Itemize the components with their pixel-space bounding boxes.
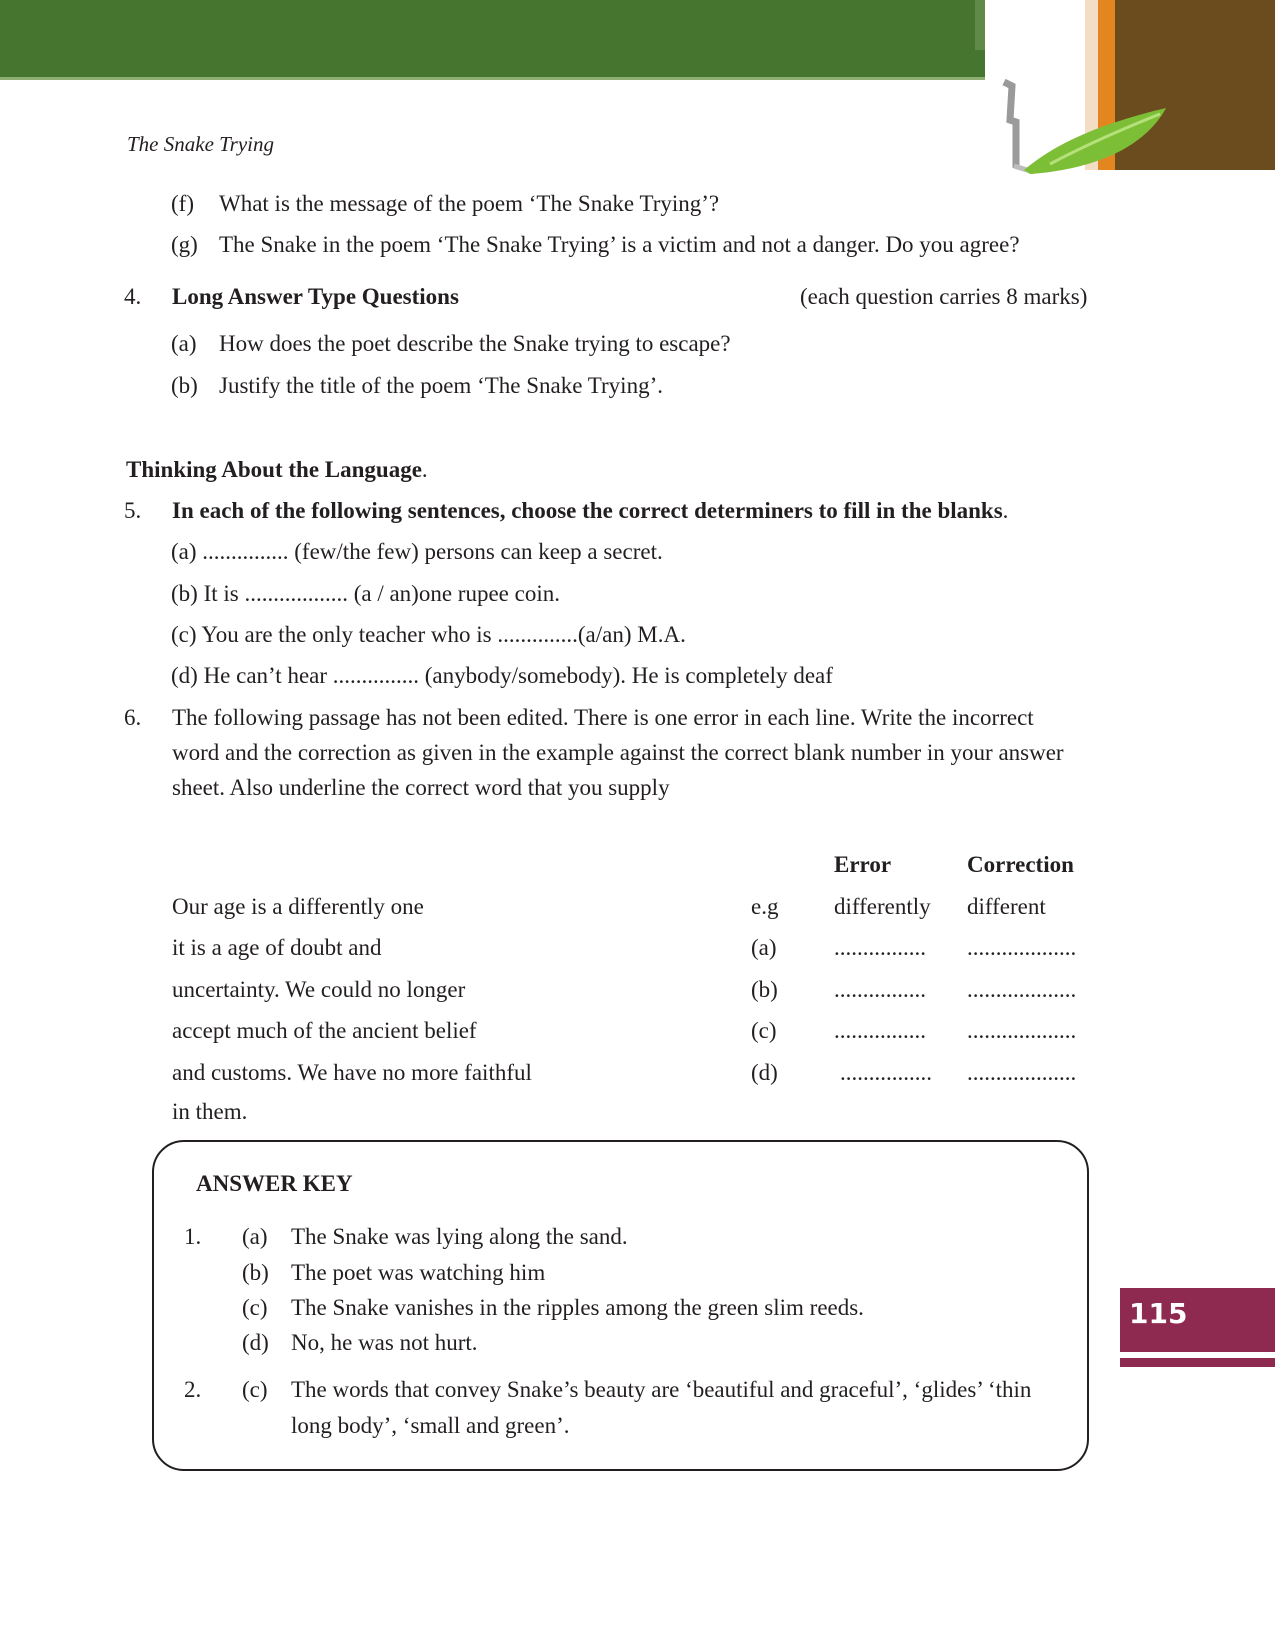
answer-text: The Snake was lying along the sand.	[291, 1224, 628, 1249]
answer-text: The Snake vanishes in the ripples among the green slim reeds.	[291, 1295, 864, 1320]
page-number-underline	[1120, 1358, 1275, 1367]
correction-cell: different	[967, 894, 1046, 919]
q5-item: (a) ............... (few/the few) persons can keep a secret.	[171, 539, 663, 564]
q5-title	[172, 497, 1008, 526]
q3-item-text: What is the message of the poem ‘The Snake Trying’?	[219, 191, 720, 216]
answer-number: 1.	[184, 1224, 202, 1249]
q6-instruction-line: sheet. Also underline the correct word that you supply	[172, 775, 670, 800]
q3-item-label: (g)	[171, 232, 198, 257]
q5-item: (c) You are the only teacher who is ..............(a/an) M.A.	[171, 622, 686, 647]
q6-instruction-line: The following passage has not been edited. There is one error in each line. Write the incorrect	[172, 705, 1034, 730]
q5-number: 5.	[124, 498, 142, 523]
answer-text: The poet was watching him	[291, 1260, 546, 1285]
section-heading	[126, 456, 428, 485]
q4-item-text: Justify the title of the poem ‘The Snake Trying’.	[219, 373, 663, 398]
answer-label: (c)	[242, 1295, 268, 1320]
section-heading-text: Thinking About the Language	[126, 457, 422, 482]
answer-text: No, he was not hurt.	[291, 1330, 478, 1355]
q4-marks: (each question carries 8 marks)	[800, 284, 1088, 309]
q6-instruction-line: word and the correction as given in the example against the correct blank number in your answer	[172, 740, 1064, 765]
q3-item-text: The Snake in the poem ‘The Snake Trying’ is a victim and not a danger. Do you agree?	[219, 232, 1020, 257]
correction-cell: ...................	[967, 977, 1077, 1002]
answer-number: 2.	[184, 1377, 202, 1402]
row-label: (d)	[751, 1060, 778, 1085]
answer-label: (d)	[242, 1330, 269, 1355]
q5-title-text: In each of the following sentences, choose the correct determiners to fill in the blanks	[172, 498, 1003, 523]
q4-item-label: (a)	[171, 331, 197, 356]
q6-number: 6.	[124, 705, 142, 730]
passage-line: it is a age of doubt and	[172, 935, 382, 960]
answer-text: long body’, ‘small and green’.	[291, 1413, 570, 1438]
error-cell: ................	[834, 935, 926, 960]
correction-cell: ...................	[967, 1060, 1077, 1085]
passage-line: in them.	[172, 1099, 248, 1124]
error-cell: differently	[834, 894, 931, 919]
header-band-step	[975, 0, 985, 50]
correction-cell: ...................	[967, 935, 1077, 960]
passage-line: and customs. We have no more faithful	[172, 1060, 532, 1085]
answer-key-title: ANSWER KEY	[196, 1171, 353, 1196]
header-green-band	[0, 0, 985, 79]
q4-item-text: How does the poet describe the Snake trying to escape?	[219, 331, 731, 356]
error-cell: ................	[840, 1060, 932, 1085]
passage-line: uncertainty. We could no longer	[172, 977, 466, 1002]
row-label: e.g	[751, 894, 779, 919]
error-column-header: Error	[834, 852, 892, 877]
q5-item: (d) He can’t hear ............... (anybody/somebody). He is completely deaf	[171, 663, 833, 688]
answer-label: (b)	[242, 1260, 269, 1285]
correction-column-header: Correction	[967, 852, 1074, 877]
answer-label: (a)	[242, 1224, 268, 1249]
section-heading-suffix: .	[421, 457, 428, 482]
passage-line: accept much of the ancient belief	[172, 1018, 477, 1043]
q4-number: 4.	[124, 284, 142, 309]
q4-item-label: (b)	[171, 373, 198, 398]
passage-line: Our age is a differently one	[172, 894, 424, 919]
row-label: (c)	[751, 1018, 777, 1043]
answer-label: (c)	[242, 1377, 268, 1402]
leaf-and-stem-icon	[990, 78, 1170, 178]
row-label: (a)	[751, 935, 777, 960]
page-number: 115	[1129, 1297, 1188, 1330]
row-label: (b)	[751, 977, 778, 1002]
q4-title: Long Answer Type Questions	[172, 284, 459, 309]
q5-item: (b) It is .................. (a / an)one rupee coin.	[171, 581, 560, 606]
correction-cell: ...................	[967, 1018, 1077, 1043]
error-cell: ................	[834, 977, 926, 1002]
q3-item-label: (f)	[171, 191, 194, 216]
q5-title-suffix: .	[1002, 498, 1009, 523]
answer-text: The words that convey Snake’s beauty are ‘beautiful and graceful’, ‘glides’ ‘thin	[291, 1377, 1032, 1402]
header-band-edge	[0, 77, 985, 80]
error-cell: ................	[834, 1018, 926, 1043]
running-title: The Snake Trying	[127, 132, 274, 156]
